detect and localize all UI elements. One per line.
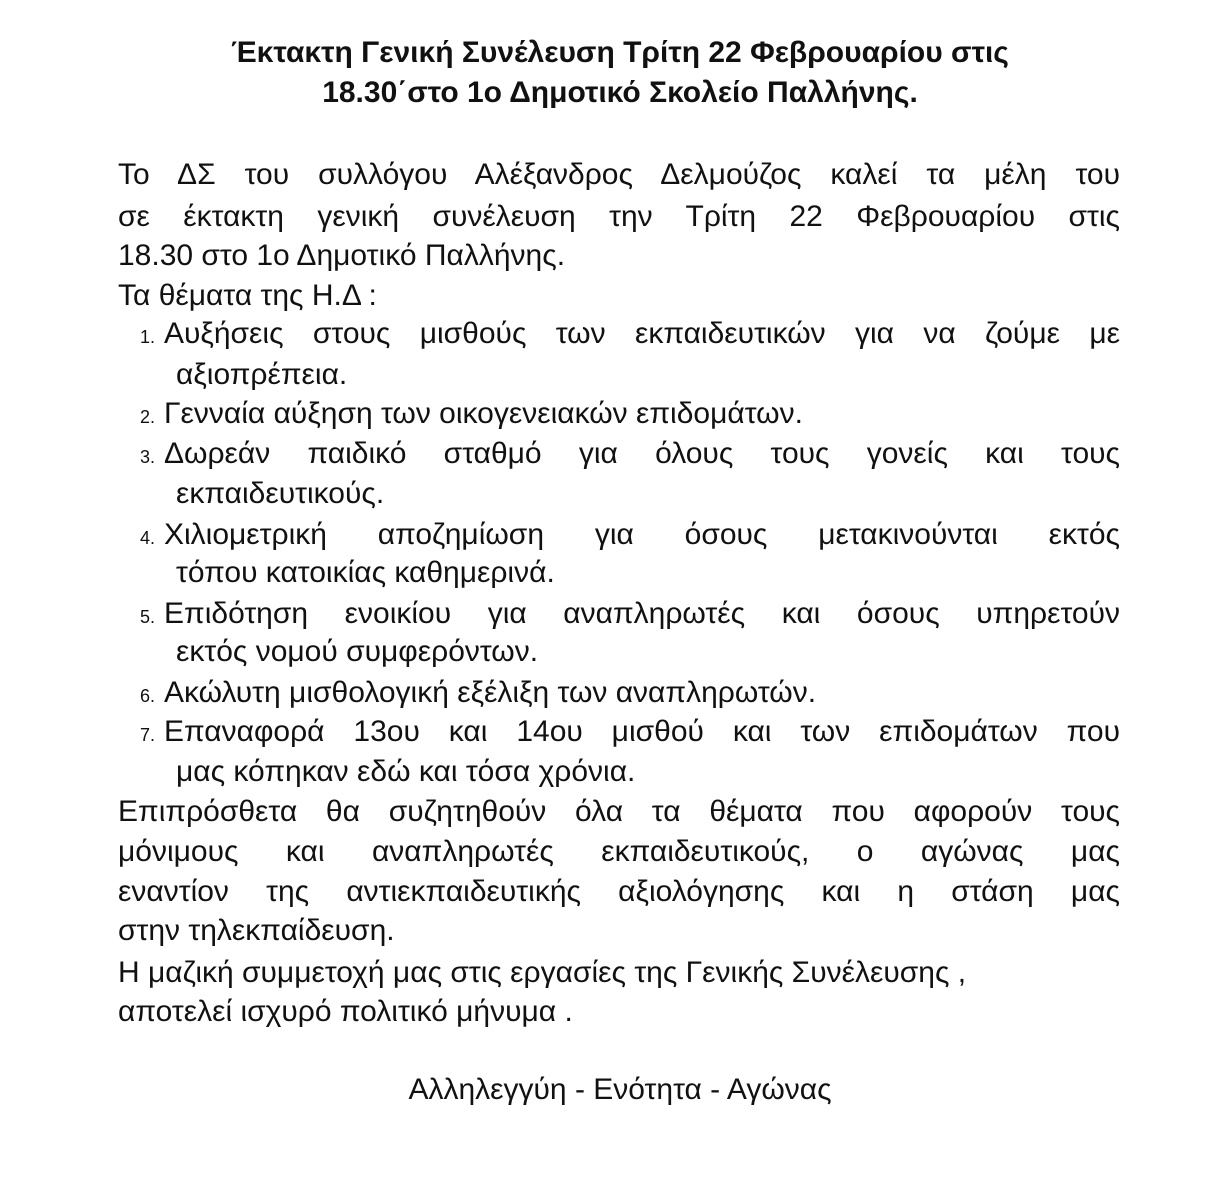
agenda-item-2 bbox=[140, 394, 1120, 437]
agenda-item-text: Δωρεάν παιδικό σταθμό για όλους τους γονείς και τους bbox=[164, 437, 1120, 470]
intro-line-1: Το ΔΣ του συλλόγου Αλέξανδρος Δελμούζος καλεί τα μέλη του bbox=[118, 158, 1120, 191]
agenda-item-text: Ακώλυτη μισθολογική εξέλιξη των αναπληρωτών. bbox=[164, 676, 817, 709]
agenda-item-4-continuation: τόπου κατοικίας καθημερινά. bbox=[176, 556, 555, 589]
announcement-title-line-1: Έκτακτη Γενική Συνέλευση Τρίτη 22 Φεβρουαρίου στις bbox=[231, 36, 1009, 69]
agenda-item-number: 4. bbox=[140, 528, 156, 548]
closing-line-1: Η μαζική συμμετοχή μας στις εργασίες της Γενικής Συνέλευσης , bbox=[118, 956, 967, 989]
agenda-item-7-continuation: μας κόπηκαν εδώ και τόσα χρόνια. bbox=[176, 755, 636, 788]
agenda-item-4 bbox=[140, 515, 1120, 558]
agenda-item-text: Αυξήσεις στους μισθούς των εκπαιδευτικών για να ζούμε με bbox=[164, 317, 1120, 350]
agenda-item-number: 3. bbox=[140, 447, 156, 467]
closing-line-2: αποτελεί ισχυρό πολιτικό μήνυμα . bbox=[118, 995, 573, 1028]
agenda-item-6 bbox=[140, 673, 1120, 716]
agenda-item-3 bbox=[140, 434, 1120, 477]
agenda-item-number: 1. bbox=[140, 327, 156, 347]
agenda-heading: Τα θέματα της Η.Δ : bbox=[118, 279, 377, 312]
agenda-item-5 bbox=[140, 594, 1120, 637]
extra-line-1: Επιπρόσθετα θα συζητηθούν όλα τα θέματα που αφορούν τους bbox=[118, 795, 1120, 828]
agenda-item-text: Γενναία αύξηση των οικογενειακών επιδομάτων. bbox=[164, 397, 803, 430]
agenda-item-5-continuation: εκτός νομού συμφερόντων. bbox=[176, 635, 539, 668]
extra-line-2: μόνιμους και αναπληρωτές εκπαιδευτικούς, ο αγώνας μας bbox=[118, 835, 1120, 868]
agenda-item-number: 6. bbox=[140, 686, 156, 706]
agenda-item-number: 5. bbox=[140, 607, 156, 627]
agenda-item-text: Επιδότηση ενοικίου για αναπληρωτές και όσους υπηρετούν bbox=[164, 597, 1120, 630]
agenda-item-number: 7. bbox=[140, 725, 156, 745]
announcement-title-line-2: 18.30΄στο 1ο Δημοτικό Σκολείο Παλλήνης. bbox=[322, 76, 918, 109]
motto: Αλληλεγγύη - Ενότητα - Αγώνας bbox=[408, 1073, 832, 1106]
agenda-item-text: Χιλιομετρική αποζημίωση για όσους μετακινούνται εκτός bbox=[164, 518, 1120, 551]
agenda-item-number: 2. bbox=[140, 407, 156, 427]
agenda-item-text: Επαναφορά 13ου και 14ου μισθού και των επιδομάτων που bbox=[164, 715, 1120, 748]
agenda-item-1 bbox=[140, 314, 1120, 357]
agenda-item-1-continuation: αξιοπρέπεια. bbox=[176, 358, 348, 391]
agenda-item-3-continuation: εκπαιδευτικούς. bbox=[176, 477, 385, 510]
intro-line-2: σε έκτακτη γενική συνέλευση την Τρίτη 22 Φεβρουαρίου στις bbox=[118, 200, 1120, 233]
agenda-item-7 bbox=[140, 712, 1120, 755]
intro-line-3: 18.30 στο 1ο Δημοτικό Παλλήνης. bbox=[118, 239, 566, 272]
extra-line-3: εναντίον της αντιεκπαιδευτικής αξιολόγησης και η στάση μας bbox=[118, 875, 1120, 908]
extra-line-4: στην τηλεκπαίδευση. bbox=[118, 914, 395, 947]
